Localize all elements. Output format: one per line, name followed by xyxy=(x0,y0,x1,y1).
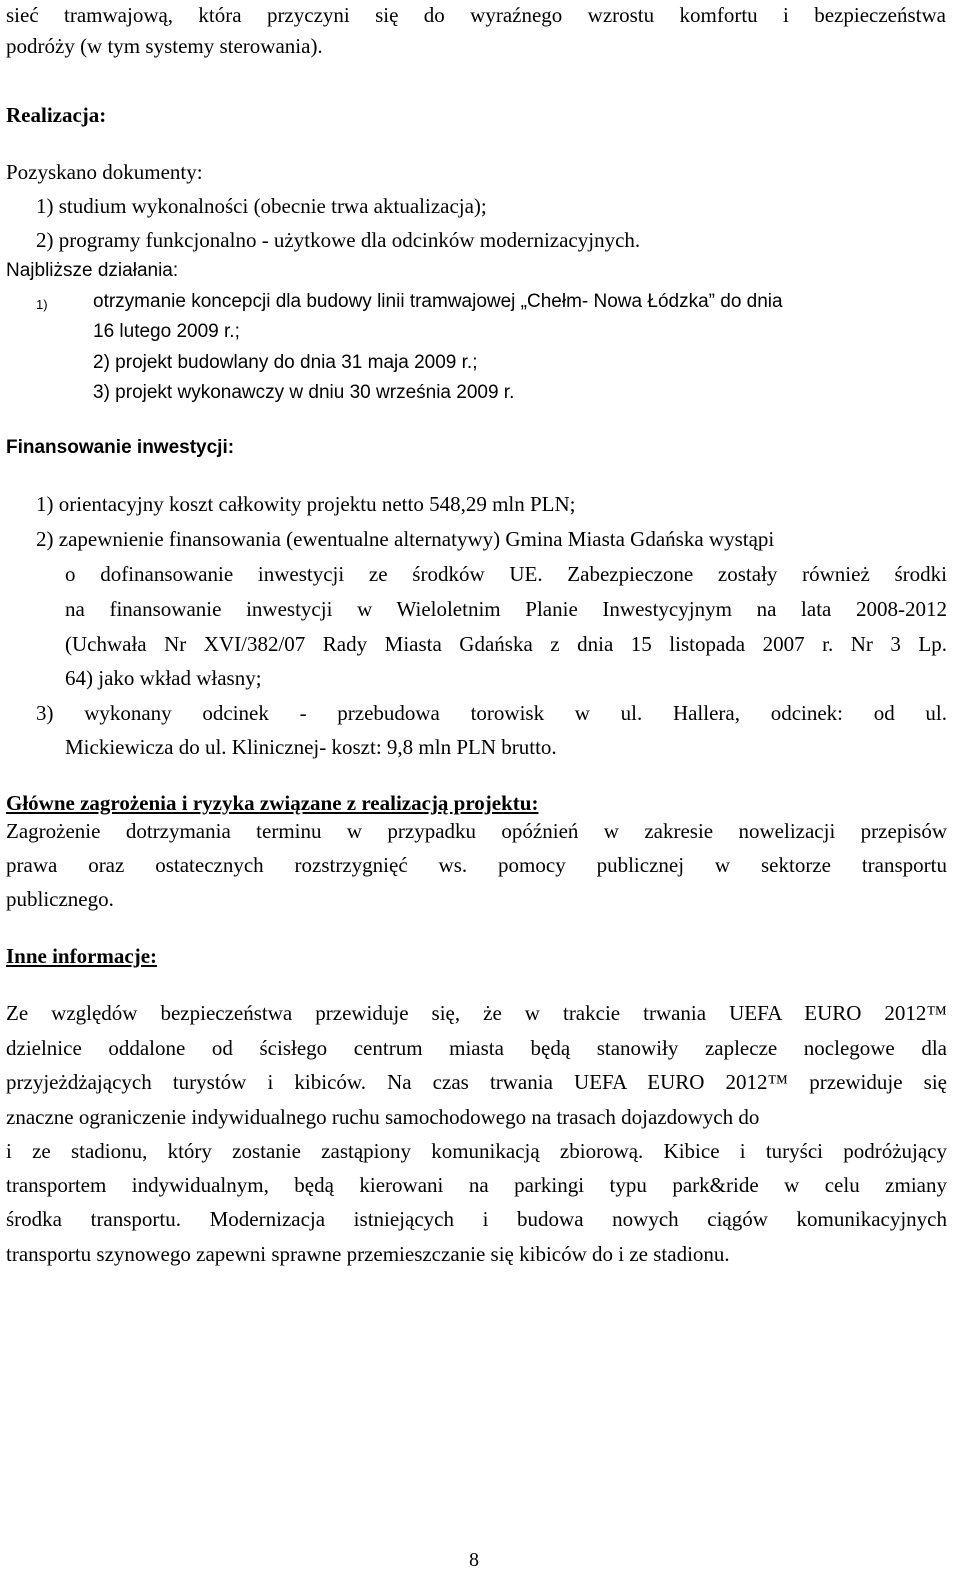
zagrozenia-line-3: publicznego. xyxy=(6,887,114,911)
realizacja-item-2: 2) programy funkcjonalno - użytkowe dla odcinków modernizacyjnych. xyxy=(36,228,641,252)
finansowanie-item-2-line-4: (Uchwała Nr XVI/382/07 Rady Miasta Gdańska z dnia 15 listopada 2007 r. Nr 3 Lp. xyxy=(65,632,947,656)
intro-line-2: podróży (w tym systemy sterowania). xyxy=(6,34,323,58)
najblizsze-item-1-number: 1) xyxy=(36,297,48,312)
realizacja-item-1: 1) studium wykonalności (obecnie trwa aktualizacja); xyxy=(36,194,487,218)
inne-heading: Inne informacje: xyxy=(6,944,158,968)
najblizsze-item-3: 3) projekt wykonawczy w dniu 30 września 2009 r. xyxy=(93,382,515,403)
inne-line-4: znaczne ograniczenie indywidualnego ruchu samochodowego na trasach dojazdowych do xyxy=(6,1105,760,1129)
najblizsze-item-1-line-1: otrzymanie koncepcji dla budowy linii tramwajowej „Chełm- Nowa Łódzka” do dnia xyxy=(93,291,783,312)
finansowanie-item-2-line-5: 64) jako wkład własny; xyxy=(65,666,262,690)
najblizsze-heading: Najbliższe działania: xyxy=(6,260,179,281)
inne-line-8: transportu szynowego zapewni sprawne przemieszczanie się kibiców do i ze stadionu. xyxy=(6,1242,730,1266)
intro-line-1: sieć tramwajową, która przyczyni się do wyraźnego wzrostu komfortu i bezpieczeństwa xyxy=(6,3,946,27)
finansowanie-heading: Finansowanie inwestycji: xyxy=(6,437,235,458)
najblizsze-item-1-line-2: 16 lutego 2009 r.; xyxy=(93,321,240,342)
finansowanie-item-2-line-1: 2) zapewnienie finansowania (ewentualne alternatywy) Gmina Miasta Gdańska wystąpi xyxy=(36,527,775,551)
inne-line-6: transportem indywidualnym, będą kierowani na parkingi typu park&ride w celu zmiany xyxy=(6,1173,947,1197)
finansowanie-item-2-line-2: o dofinansowanie inwestycji ze środków UE. Zabezpieczone zostały również środki xyxy=(65,562,947,586)
inne-line-7: środka transportu. Modernizacja istniejących i budowa nowych ciągów komunikacyjnych xyxy=(6,1207,947,1231)
finansowanie-item-2-line-3: na finansowanie inwestycji w Wieloletnim Planie Inwestycyjnym na lata 2008-2012 xyxy=(65,597,947,621)
finansowanie-item-3-line-1: 3) wykonany odcinek - przebudowa torowisk w ul. Hallera, odcinek: od ul. xyxy=(36,701,947,725)
zagrozenia-heading: Główne zagrożenia i ryzyka związane z realizacją projektu: xyxy=(6,791,539,815)
zagrozenia-line-2: prawa oraz ostatecznych rozstrzygnięć ws. pomocy publicznej w sektorze transportu xyxy=(6,853,947,877)
inne-line-5: i ze stadionu, który zostanie zastąpiony komunikacją zbiorową. Kibice i turyści podróżujący xyxy=(6,1139,947,1163)
inne-line-1: Ze względów bezpieczeństwa przewiduje się, że w trakcie trwania UEFA EURO 2012™ xyxy=(6,1001,947,1025)
inne-line-2: dzielnice oddalone od ścisłego centrum miasta będą stanowiły zaplecze noclegowe dla xyxy=(6,1036,947,1060)
inne-line-3: przyjeżdżających turystów i kibiców. Na czas trwania UEFA EURO 2012™ przewiduje się xyxy=(6,1070,947,1094)
finansowanie-item-1: 1) orientacyjny koszt całkowity projektu netto 548,29 mln PLN; xyxy=(36,492,576,516)
najblizsze-item-2: 2) projekt budowlany do dnia 31 maja 2009 r.; xyxy=(93,352,478,373)
page-number: 8 xyxy=(469,1549,479,1571)
realizacja-heading: Realizacja: xyxy=(6,103,107,127)
realizacja-lead: Pozyskano dokumenty: xyxy=(6,160,203,184)
finansowanie-item-3-line-2: Mickiewicza do ul. Klinicznej- koszt: 9,8 mln PLN brutto. xyxy=(65,735,557,759)
zagrozenia-line-1: Zagrożenie dotrzymania terminu w przypadku opóźnień w zakresie nowelizacji przepisów xyxy=(6,819,947,843)
